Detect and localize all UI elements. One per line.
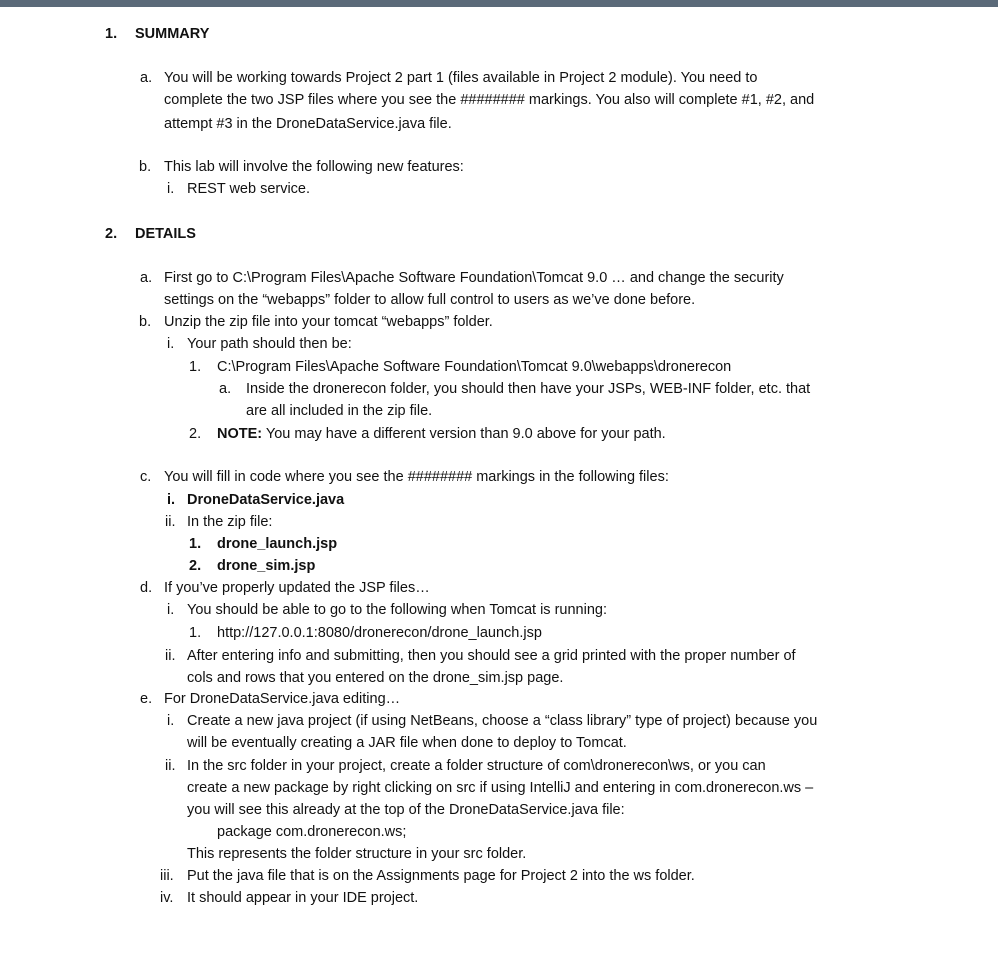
paragraph-line: It should appear in your IDE project.: [187, 890, 419, 906]
paragraph-line: create a new package by right clicking on src if using IntelliJ and entering in com.dronerecon.ws –: [187, 780, 814, 796]
paragraph-line: REST web service.: [187, 181, 311, 197]
list-marker: ii.: [165, 648, 176, 664]
paragraph-line: Create a new java project (if using NetBeans, choose a “class library” type of project) because you: [187, 713, 818, 729]
paragraph-line: Put the java file that is on the Assignments page for Project 2 into the ws folder.: [187, 868, 695, 884]
list-marker: iii.: [160, 868, 174, 884]
paragraph-line: This lab will involve the following new features:: [164, 159, 464, 175]
paragraph-line: settings on the “webapps” folder to allow full control to users as we’ve done before.: [164, 292, 696, 308]
paragraph-line: If you’ve properly updated the JSP files…: [164, 580, 430, 596]
list-marker: c.: [140, 469, 152, 485]
list-marker: 2.: [189, 558, 202, 574]
list-marker: 1.: [189, 625, 202, 641]
list-marker: a.: [140, 270, 153, 286]
paragraph-line: Unzip the zip file into your tomcat “webapps” folder.: [164, 314, 493, 330]
paragraph-line: You will fill in code where you see the ######## markings in the following files:: [164, 469, 669, 485]
list-marker: i.: [167, 492, 176, 508]
list-marker: i.: [167, 713, 175, 729]
file-name: drone_launch.jsp: [217, 536, 338, 552]
list-marker: d.: [140, 580, 153, 596]
list-marker: ii.: [165, 514, 176, 530]
paragraph-line: attempt #3 in the DroneDataService.java file.: [164, 116, 452, 132]
section-title: DETAILS: [135, 226, 196, 242]
note-text: You may have a different version than 9.0 above for your path.: [262, 426, 666, 442]
paragraph-line: First go to C:\Program Files\Apache Software Foundation\Tomcat 9.0 … and change the security: [164, 270, 784, 286]
paragraph-line: complete the two JSP files where you see the ######## markings. You also will complete #1, #2, and: [164, 92, 815, 108]
section-title: SUMMARY: [135, 26, 210, 42]
paragraph-line: You will be working towards Project 2 part 1 (files available in Project 2 module). You need to: [164, 70, 758, 86]
file-name: drone_sim.jsp: [217, 558, 316, 574]
paragraph-line: For DroneDataService.java editing…: [164, 691, 401, 707]
paragraph-line: After entering info and submitting, then you should see a grid printed with the proper number of: [187, 648, 796, 664]
paragraph-line: In the zip file:: [187, 514, 273, 530]
paragraph-line: are all included in the zip file.: [246, 403, 433, 419]
note-label: NOTE:: [217, 426, 263, 442]
paragraph-line: Your path should then be:: [187, 336, 352, 352]
list-marker: i.: [167, 602, 175, 618]
paragraph-line: You should be able to go to the following when Tomcat is running:: [187, 602, 607, 618]
list-marker: 1.: [189, 536, 202, 552]
paragraph-line: Inside the dronerecon folder, you should then have your JSPs, WEB-INF folder, etc. that: [246, 381, 811, 397]
paragraph-line: In the src folder in your project, create a folder structure of com\dronerecon\ws, or you can: [187, 758, 766, 774]
paragraph-line: C:\Program Files\Apache Software Foundation\Tomcat 9.0\webapps\dronerecon: [217, 359, 732, 375]
list-marker: i.: [167, 181, 175, 197]
paragraph-line: cols and rows that you entered on the drone_sim.jsp page.: [187, 670, 564, 686]
list-marker: ii.: [165, 758, 176, 774]
list-marker: a.: [219, 381, 232, 397]
paragraph-line: [217, 424, 666, 444]
paragraph-line: will be eventually creating a JAR file when done to deploy to Tomcat.: [187, 735, 627, 751]
list-marker: e.: [140, 691, 153, 707]
section-number: 2.: [105, 226, 118, 242]
list-marker: iv.: [160, 890, 174, 906]
paragraph-line: you will see this already at the top of the DroneDataService.java file:: [187, 802, 625, 818]
list-marker: 2.: [189, 426, 202, 442]
section-number: 1.: [105, 26, 118, 42]
list-marker: i.: [167, 336, 175, 352]
file-name: DroneDataService.java: [187, 492, 345, 508]
list-marker: a.: [140, 70, 153, 86]
url-text: http://127.0.0.1:8080/dronerecon/drone_launch.jsp: [217, 625, 542, 641]
code-line: package com.dronerecon.ws;: [217, 824, 407, 840]
top-window-bar: [0, 0, 998, 7]
list-marker: 1.: [189, 359, 202, 375]
list-marker: b.: [139, 159, 152, 175]
list-marker: b.: [139, 314, 152, 330]
paragraph-line: This represents the folder structure in your src folder.: [187, 846, 527, 862]
